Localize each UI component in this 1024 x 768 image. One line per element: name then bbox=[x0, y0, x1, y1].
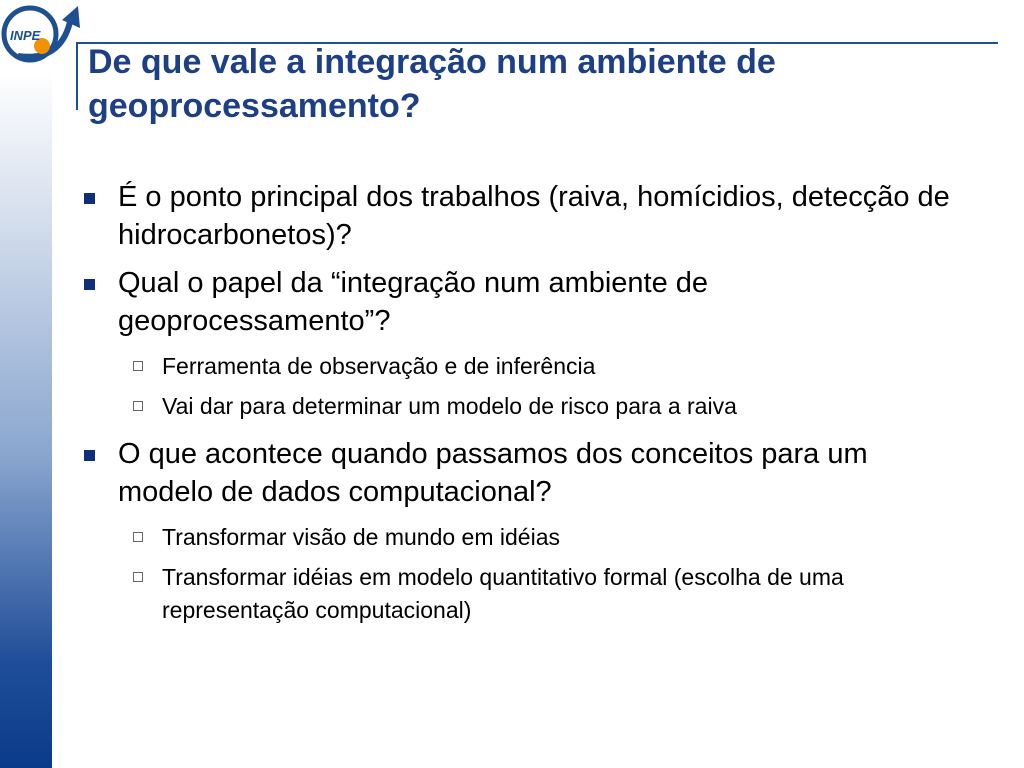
sub-bullet-item bbox=[80, 390, 960, 423]
inpe-logo bbox=[0, 0, 92, 72]
sub-bullet-item bbox=[80, 561, 960, 627]
inpe-logo-icon bbox=[0, 0, 92, 72]
bullet-list bbox=[80, 178, 960, 634]
hollow-square-bullet-icon bbox=[133, 361, 143, 371]
hollow-square-bullet-icon bbox=[133, 532, 143, 542]
sub-bullet-text: Vai dar para determinar um modelo de risco para a raiva bbox=[162, 393, 737, 419]
logo-text: INPE bbox=[10, 28, 41, 43]
bullet-text: É o ponto principal dos trabalhos (raiva, homícidios, detecção de hidrocarbonetos)? bbox=[118, 181, 950, 251]
sub-bullet-item bbox=[80, 521, 960, 554]
square-bullet-icon bbox=[84, 279, 95, 290]
slide-title: De que vale a integração num ambiente de geoprocessamento? bbox=[88, 43, 776, 125]
side-gradient-bar bbox=[0, 70, 52, 768]
bullet-text: O que acontece quando passamos dos conceitos para um modelo de dados computacional? bbox=[118, 438, 868, 508]
bullet-item bbox=[80, 178, 960, 254]
sub-bullet-item bbox=[80, 350, 960, 383]
sub-bullet-text: Transformar idéias em modelo quantitativo formal (escolha de uma representação computacional) bbox=[162, 564, 844, 623]
title-left-rule bbox=[76, 42, 78, 110]
sub-bullet-text: Transformar visão de mundo em idéias bbox=[162, 524, 560, 550]
sub-bullet-text: Ferramenta de observação e de inferência bbox=[162, 353, 596, 379]
bullet-item bbox=[80, 264, 960, 340]
hollow-square-bullet-icon bbox=[133, 572, 143, 582]
bullet-item bbox=[80, 435, 960, 511]
bullet-text: Qual o papel da “integração num ambiente de geoprocessamento”? bbox=[118, 267, 709, 337]
square-bullet-icon bbox=[84, 450, 95, 461]
hollow-square-bullet-icon bbox=[133, 401, 143, 411]
square-bullet-icon bbox=[84, 193, 95, 204]
